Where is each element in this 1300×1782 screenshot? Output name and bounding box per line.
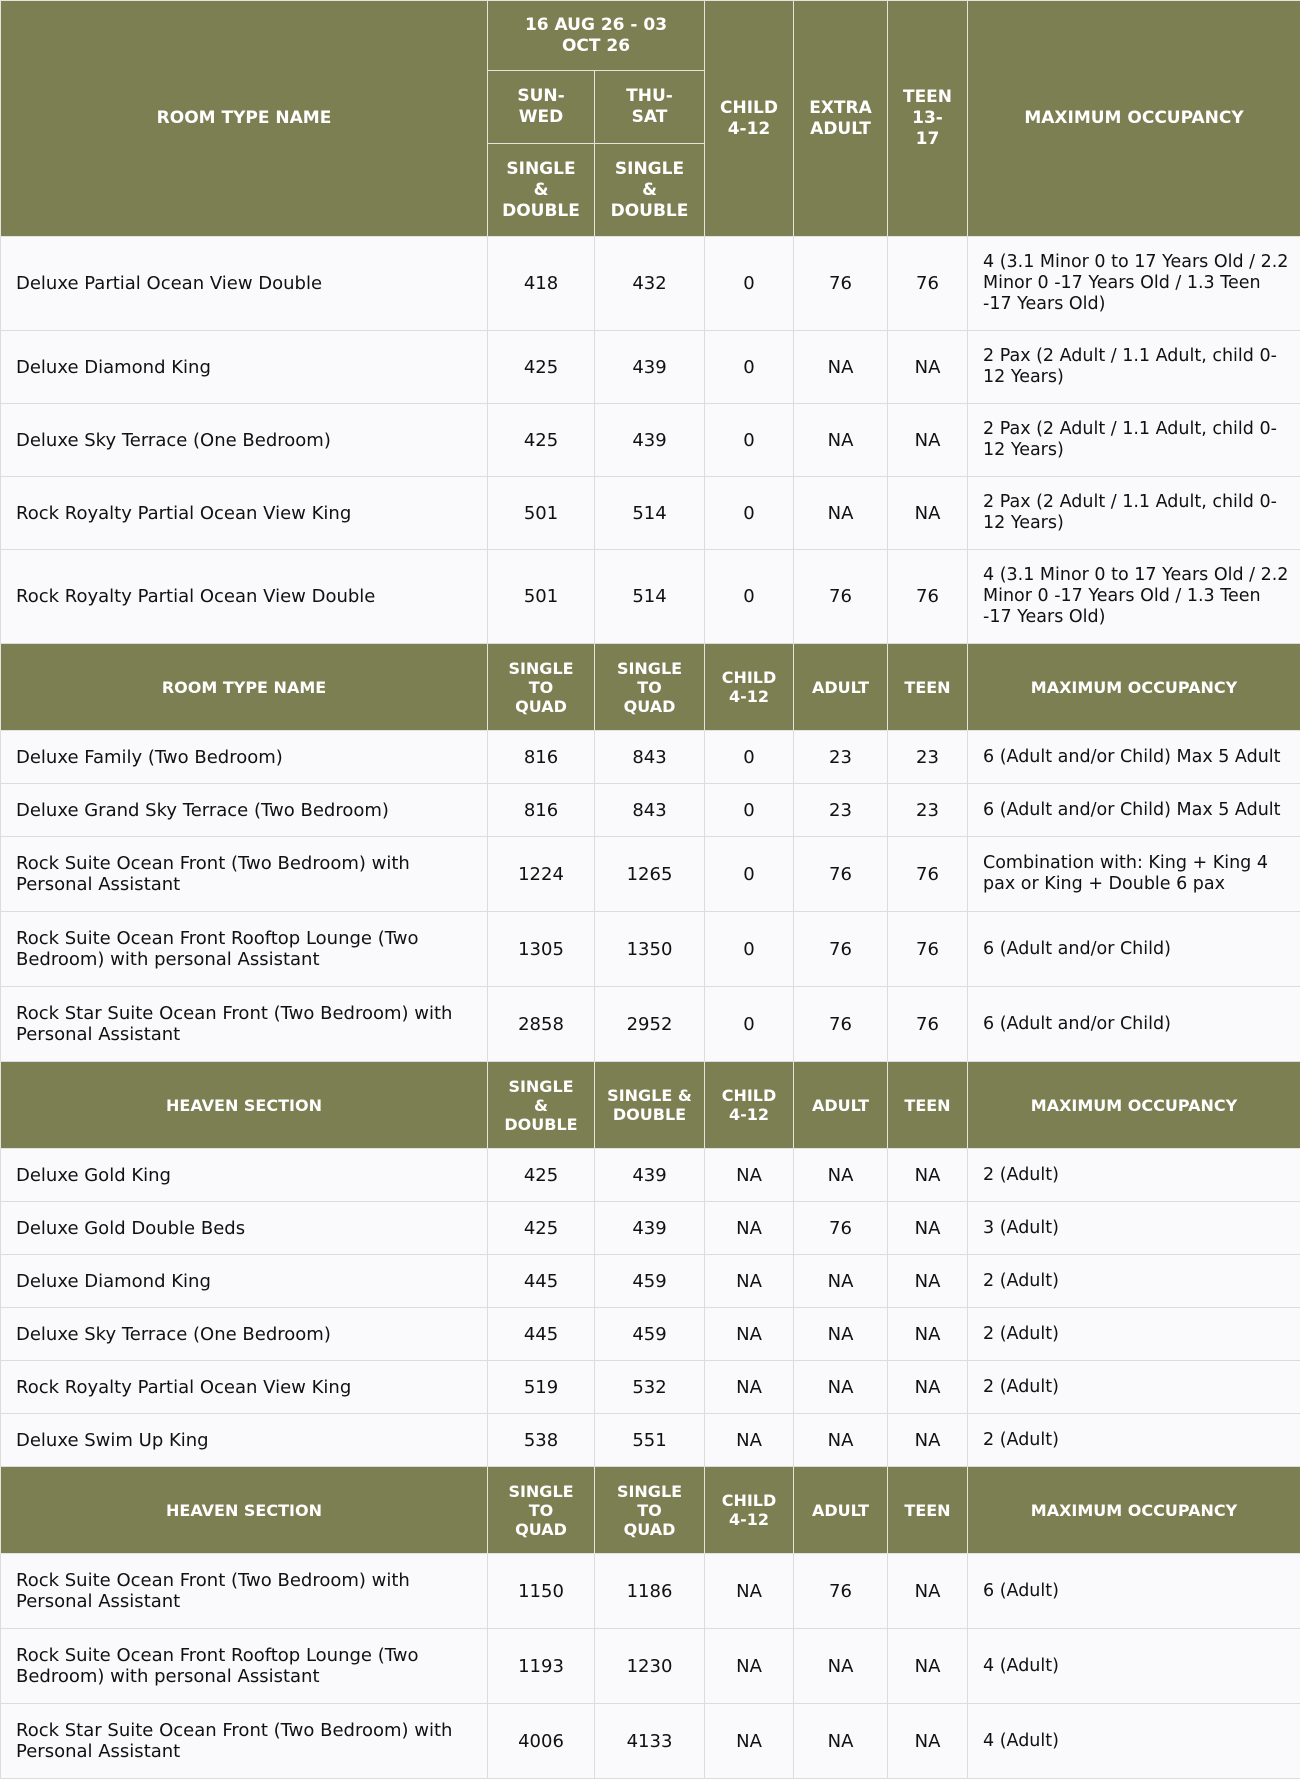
rate-thu-sat: 532 — [595, 1361, 705, 1414]
room-name: Deluxe Sky Terrace (One Bedroom) — [1, 1308, 488, 1361]
col-header-extra-adult: EXTRA ADULT — [794, 1, 888, 237]
rate-sun-wed: 425 — [488, 1149, 595, 1202]
room-name: Deluxe Grand Sky Terrace (Two Bedroom) — [1, 784, 488, 837]
room-name: Rock Royalty Partial Ocean View King — [1, 477, 488, 550]
section-col-max-occupancy: MAXIMUM OCCUPANCY — [968, 1467, 1300, 1554]
table-row — [1, 1149, 1300, 1202]
col-header-single-double-2: SINGLE & DOUBLE — [595, 144, 705, 237]
rate-adult: 76 — [794, 912, 888, 987]
section-col-max-occupancy: MAXIMUM OCCUPANCY — [968, 1062, 1300, 1149]
max-occupancy: 6 (Adult) — [968, 1554, 1300, 1629]
max-occupancy: 6 (Adult and/or Child) Max 5 Adult — [968, 784, 1300, 837]
rate-adult: NA — [794, 1255, 888, 1308]
col-header-room-type: ROOM TYPE NAME — [1, 1, 488, 237]
room-name: Rock Suite Ocean Front (Two Bedroom) with Personal Assistant — [1, 1554, 488, 1629]
rate-teen: 76 — [888, 987, 968, 1062]
max-occupancy: 3 (Adult) — [968, 1202, 1300, 1255]
rate-teen: 76 — [888, 912, 968, 987]
table-row — [1, 331, 1300, 404]
room-name: Rock Suite Ocean Front Rooftop Lounge (Two Bedroom) with personal Assistant — [1, 1629, 488, 1704]
table-row — [1, 1414, 1300, 1467]
table-row — [1, 1255, 1300, 1308]
rate-thu-sat: 843 — [595, 731, 705, 784]
room-name: Deluxe Family (Two Bedroom) — [1, 731, 488, 784]
max-occupancy: 6 (Adult and/or Child) — [968, 912, 1300, 987]
rate-child: 0 — [705, 331, 794, 404]
table-row — [1, 731, 1300, 784]
col-header-date-range: 16 AUG 26 - 03 OCT 26 — [488, 1, 705, 71]
rate-teen: NA — [888, 1202, 968, 1255]
rate-thu-sat: 432 — [595, 237, 705, 331]
max-occupancy: 4 (3.1 Minor 0 to 17 Years Old / 2.2 Minor 0 -17 Years Old / 1.3 Teen -17 Years Old) — [968, 237, 1300, 331]
room-name: Deluxe Swim Up King — [1, 1414, 488, 1467]
rate-sun-wed: 519 — [488, 1361, 595, 1414]
rate-thu-sat: 1186 — [595, 1554, 705, 1629]
rate-adult: NA — [794, 1414, 888, 1467]
rate-child: 0 — [705, 987, 794, 1062]
rate-child: NA — [705, 1361, 794, 1414]
rate-teen: NA — [888, 331, 968, 404]
rate-thu-sat: 4133 — [595, 1704, 705, 1779]
rate-sun-wed: 501 — [488, 550, 595, 644]
section-title: HEAVEN SECTION — [1, 1062, 488, 1149]
rate-thu-sat: 514 — [595, 550, 705, 644]
rate-adult: NA — [794, 1704, 888, 1779]
room-name: Deluxe Diamond King — [1, 1255, 488, 1308]
max-occupancy: 2 (Adult) — [968, 1149, 1300, 1202]
room-name: Rock Royalty Partial Ocean View Double — [1, 550, 488, 644]
section-col-max-occupancy: MAXIMUM OCCUPANCY — [968, 644, 1300, 731]
section-col-adult: ADULT — [794, 644, 888, 731]
section-col-child: CHILD 4-12 — [705, 644, 794, 731]
rate-adult: 76 — [794, 1202, 888, 1255]
section-col-teen: TEEN — [888, 1062, 968, 1149]
rate-sun-wed: 816 — [488, 731, 595, 784]
section-col-rate-2: SINGLE TO QUAD — [595, 644, 705, 731]
rate-child: NA — [705, 1704, 794, 1779]
table-row — [1, 1202, 1300, 1255]
rate-child: NA — [705, 1255, 794, 1308]
max-occupancy: 4 (Adult) — [968, 1629, 1300, 1704]
col-header-thu-sat: THU-SAT — [595, 71, 705, 144]
rate-adult: 76 — [794, 1554, 888, 1629]
rate-thu-sat: 459 — [595, 1308, 705, 1361]
section-col-rate-2: SINGLE TO QUAD — [595, 1467, 705, 1554]
rate-thu-sat: 439 — [595, 404, 705, 477]
rate-adult: 76 — [794, 837, 888, 912]
rate-child: NA — [705, 1202, 794, 1255]
rate-child: 0 — [705, 477, 794, 550]
rate-adult: 76 — [794, 237, 888, 331]
rate-adult: NA — [794, 1308, 888, 1361]
max-occupancy: 2 Pax (2 Adult / 1.1 Adult, child 0-12 Years) — [968, 404, 1300, 477]
max-occupancy: 2 (Adult) — [968, 1255, 1300, 1308]
table-row — [1, 1704, 1300, 1779]
rate-adult: NA — [794, 1361, 888, 1414]
section-title: HEAVEN SECTION — [1, 1467, 488, 1554]
room-name: Deluxe Sky Terrace (One Bedroom) — [1, 404, 488, 477]
max-occupancy: 6 (Adult and/or Child) — [968, 987, 1300, 1062]
table-row — [1, 477, 1300, 550]
rate-adult: NA — [794, 1629, 888, 1704]
rate-adult: NA — [794, 477, 888, 550]
rate-sun-wed: 445 — [488, 1255, 595, 1308]
table-row — [1, 1361, 1300, 1414]
room-name: Deluxe Gold King — [1, 1149, 488, 1202]
rate-teen: NA — [888, 404, 968, 477]
room-name: Rock Royalty Partial Ocean View King — [1, 1361, 488, 1414]
rate-thu-sat: 459 — [595, 1255, 705, 1308]
section-col-rate-1: SINGLE TO QUAD — [488, 1467, 595, 1554]
rate-sun-wed: 816 — [488, 784, 595, 837]
section-col-teen: TEEN — [888, 1467, 968, 1554]
rate-thu-sat: 1265 — [595, 837, 705, 912]
rate-child: 0 — [705, 237, 794, 331]
col-header-max-occupancy: MAXIMUM OCCUPANCY — [968, 1, 1300, 237]
rate-teen: NA — [888, 1149, 968, 1202]
rate-thu-sat: 439 — [595, 331, 705, 404]
section-col-child: CHILD 4-12 — [705, 1062, 794, 1149]
rate-teen: NA — [888, 1308, 968, 1361]
room-name: Deluxe Partial Ocean View Double — [1, 237, 488, 331]
max-occupancy: 2 (Adult) — [968, 1414, 1300, 1467]
table-row — [1, 1629, 1300, 1704]
rate-thu-sat: 439 — [595, 1202, 705, 1255]
max-occupancy: 2 (Adult) — [968, 1361, 1300, 1414]
rate-adult: 76 — [794, 550, 888, 644]
max-occupancy: 2 (Adult) — [968, 1308, 1300, 1361]
room-name: Deluxe Diamond King — [1, 331, 488, 404]
rate-child: NA — [705, 1554, 794, 1629]
room-name: Rock Suite Ocean Front Rooftop Lounge (Two Bedroom) with personal Assistant — [1, 912, 488, 987]
max-occupancy: 2 Pax (2 Adult / 1.1 Adult, child 0-12 Years) — [968, 477, 1300, 550]
rate-teen: NA — [888, 1629, 968, 1704]
rate-teen: NA — [888, 1704, 968, 1779]
table-row — [1, 1308, 1300, 1361]
section-col-rate-2: SINGLE & DOUBLE — [595, 1062, 705, 1149]
section-title: ROOM TYPE NAME — [1, 644, 488, 731]
rate-teen: 76 — [888, 237, 968, 331]
section-col-adult: ADULT — [794, 1062, 888, 1149]
rate-teen: 76 — [888, 837, 968, 912]
rate-sun-wed: 1224 — [488, 837, 595, 912]
rate-thu-sat: 1230 — [595, 1629, 705, 1704]
rate-teen: NA — [888, 1414, 968, 1467]
rate-teen: 23 — [888, 784, 968, 837]
max-occupancy: 4 (Adult) — [968, 1704, 1300, 1779]
rate-thu-sat: 551 — [595, 1414, 705, 1467]
room-name: Rock Suite Ocean Front (Two Bedroom) with Personal Assistant — [1, 837, 488, 912]
rate-sun-wed: 1150 — [488, 1554, 595, 1629]
col-header-child: CHILD 4-12 — [705, 1, 794, 237]
col-header-teen: TEEN 13-17 — [888, 1, 968, 237]
rate-child: NA — [705, 1629, 794, 1704]
rate-thu-sat: 514 — [595, 477, 705, 550]
rate-thu-sat: 2952 — [595, 987, 705, 1062]
rate-thu-sat: 439 — [595, 1149, 705, 1202]
rate-child: 0 — [705, 837, 794, 912]
rate-child: 0 — [705, 912, 794, 987]
col-header-sun-wed: SUN-WED — [488, 71, 595, 144]
table-row — [1, 837, 1300, 912]
max-occupancy: 2 Pax (2 Adult / 1.1 Adult, child 0-12 Years) — [968, 331, 1300, 404]
rate-child: NA — [705, 1308, 794, 1361]
rate-sun-wed: 501 — [488, 477, 595, 550]
rate-sun-wed: 1193 — [488, 1629, 595, 1704]
section-header-row — [1, 1467, 1300, 1554]
rate-child: 0 — [705, 404, 794, 477]
room-name: Rock Star Suite Ocean Front (Two Bedroom) with Personal Assistant — [1, 987, 488, 1062]
rate-adult: NA — [794, 1149, 888, 1202]
rate-adult: 23 — [794, 731, 888, 784]
table-row — [1, 237, 1300, 331]
max-occupancy: 4 (3.1 Minor 0 to 17 Years Old / 2.2 Minor 0 -17 Years Old / 1.3 Teen -17 Years Old) — [968, 550, 1300, 644]
max-occupancy: Combination with: King + King 4 pax or King + Double 6 pax — [968, 837, 1300, 912]
rate-child: 0 — [705, 731, 794, 784]
table-row — [1, 550, 1300, 644]
rate-teen: NA — [888, 1554, 968, 1629]
rate-sun-wed: 2858 — [488, 987, 595, 1062]
room-name: Deluxe Gold Double Beds — [1, 1202, 488, 1255]
rate-child: 0 — [705, 550, 794, 644]
rate-adult: 23 — [794, 784, 888, 837]
section-header-row — [1, 1062, 1300, 1149]
rate-teen: 23 — [888, 731, 968, 784]
rate-thu-sat: 1350 — [595, 912, 705, 987]
table-row — [1, 987, 1300, 1062]
section-col-rate-1: SINGLE TO QUAD — [488, 644, 595, 731]
section-col-child: CHILD 4-12 — [705, 1467, 794, 1554]
rate-child: 0 — [705, 784, 794, 837]
rate-thu-sat: 843 — [595, 784, 705, 837]
table-row — [1, 784, 1300, 837]
col-header-single-double-1: SINGLE & DOUBLE — [488, 144, 595, 237]
rate-teen: 76 — [888, 550, 968, 644]
rate-sun-wed: 538 — [488, 1414, 595, 1467]
room-name: Rock Star Suite Ocean Front (Two Bedroom) with Personal Assistant — [1, 1704, 488, 1779]
rate-child: NA — [705, 1149, 794, 1202]
rate-sun-wed: 425 — [488, 331, 595, 404]
rate-adult: NA — [794, 331, 888, 404]
section-header-row — [1, 644, 1300, 731]
rate-child: NA — [705, 1414, 794, 1467]
rate-sun-wed: 445 — [488, 1308, 595, 1361]
rate-adult: NA — [794, 404, 888, 477]
section-col-adult: ADULT — [794, 1467, 888, 1554]
rate-teen: NA — [888, 477, 968, 550]
rate-sun-wed: 425 — [488, 404, 595, 477]
rate-teen: NA — [888, 1361, 968, 1414]
table-row — [1, 404, 1300, 477]
rate-adult: 76 — [794, 987, 888, 1062]
table-row — [1, 1554, 1300, 1629]
rate-sun-wed: 418 — [488, 237, 595, 331]
rate-teen: NA — [888, 1255, 968, 1308]
section-col-teen: TEEN — [888, 644, 968, 731]
rate-sun-wed: 425 — [488, 1202, 595, 1255]
table-row — [1, 912, 1300, 987]
rate-sun-wed: 4006 — [488, 1704, 595, 1779]
section-col-rate-1: SINGLE & DOUBLE — [488, 1062, 595, 1149]
rate-sun-wed: 1305 — [488, 912, 595, 987]
max-occupancy: 6 (Adult and/or Child) Max 5 Adult — [968, 731, 1300, 784]
